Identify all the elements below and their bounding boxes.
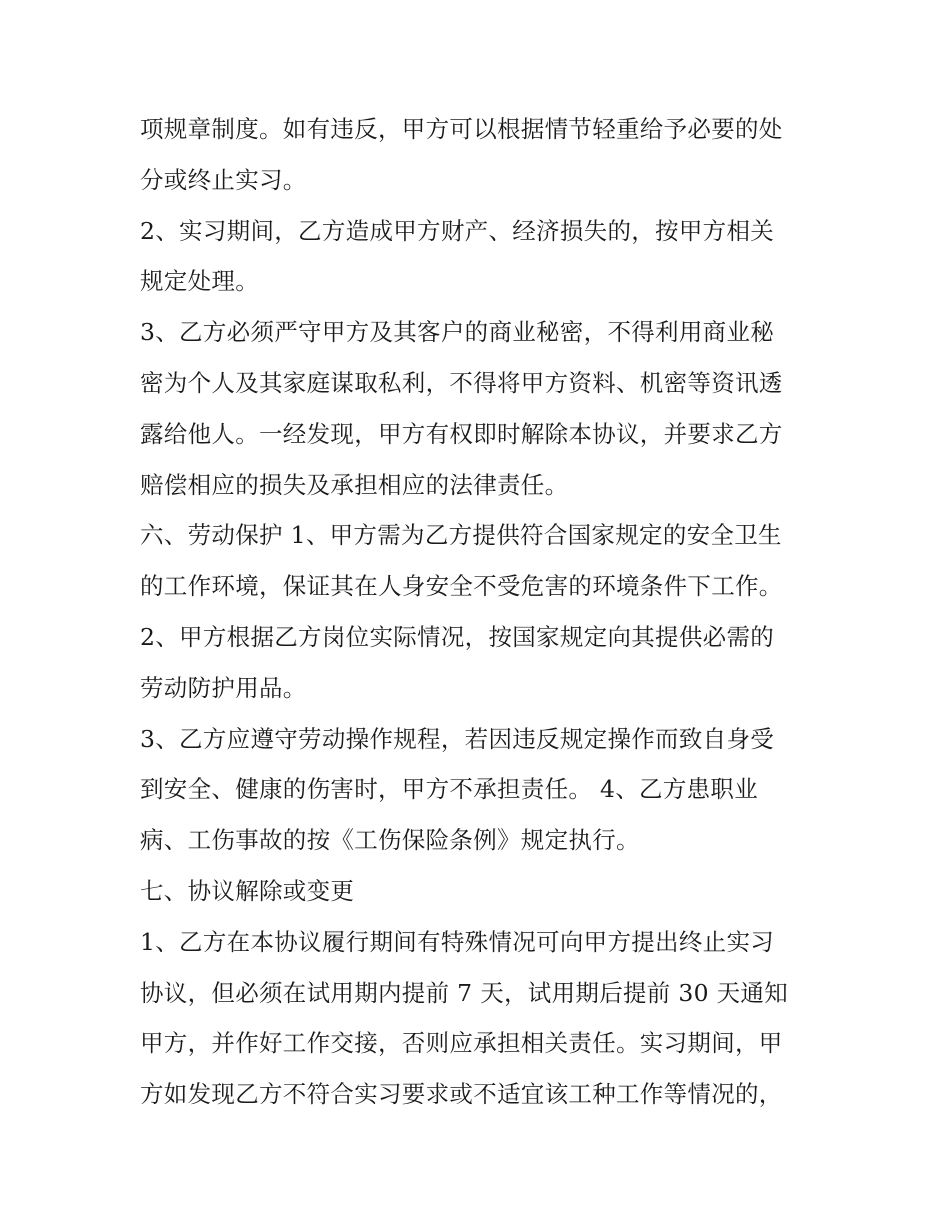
text-line: 协议，但必须在试用期内提前 7 天，试用期后提前 30 天通知 xyxy=(140,978,789,1007)
text-line: 1、乙方在本协议履行期间有特殊情况可向甲方提出终止实习 xyxy=(140,927,775,956)
text-line: 2、实习期间，乙方造成甲方财产、经济损失的，按甲方相关 xyxy=(140,216,775,245)
text-line: 项规章制度。如有违反，甲方可以根据情节轻重给予必要的处 xyxy=(140,115,783,143)
text-line: 的工作环境，保证其在人身安全不受危害的环境条件下工作。 xyxy=(140,572,783,601)
text-line: 密为个人及其家庭谋取私利，不得将甲方资料、机密等资讯透 xyxy=(140,368,783,397)
text-line: 赔偿相应的损失及承担相应的法律责任。 xyxy=(140,470,569,499)
text-line: 3、乙方应遵守劳动操作规程，若因违反规定操作而致自身受 xyxy=(140,724,775,753)
document-body xyxy=(140,104,820,1120)
text-line: 劳动防护用品。 xyxy=(140,673,307,702)
text-line: 病、工伤事故的按《工伤保险条例》规定执行。 xyxy=(140,826,640,855)
text-line: 2、甲方根据乙方岗位实际情况，按国家规定向其提供必需的 xyxy=(140,622,775,651)
text-line: 规定处理。 xyxy=(140,267,259,296)
text-line: 分或终止实习。 xyxy=(140,165,307,194)
text-line: 3、乙方必须严守甲方及其客户的商业秘密，不得利用商业秘 xyxy=(140,318,775,347)
text-line: 到安全、健康的伤害时，甲方不承担责任。 4、乙方患职业 xyxy=(140,775,759,804)
text-line: 露给他人。一经发现，甲方有权即时解除本协议，并要求乙方 xyxy=(140,419,783,448)
text-line: 六、劳动保护 1、甲方需为乙方提供符合国家规定的安全卫生 xyxy=(140,521,782,550)
text-line: 方如发现乙方不符合实习要求或不适宜该工种工作等情况的， xyxy=(140,1080,783,1109)
text-line: 甲方，并作好工作交接，否则应承担相关责任。实习期间，甲 xyxy=(140,1029,783,1058)
section-heading: 七、协议解除或变更 xyxy=(140,876,355,905)
